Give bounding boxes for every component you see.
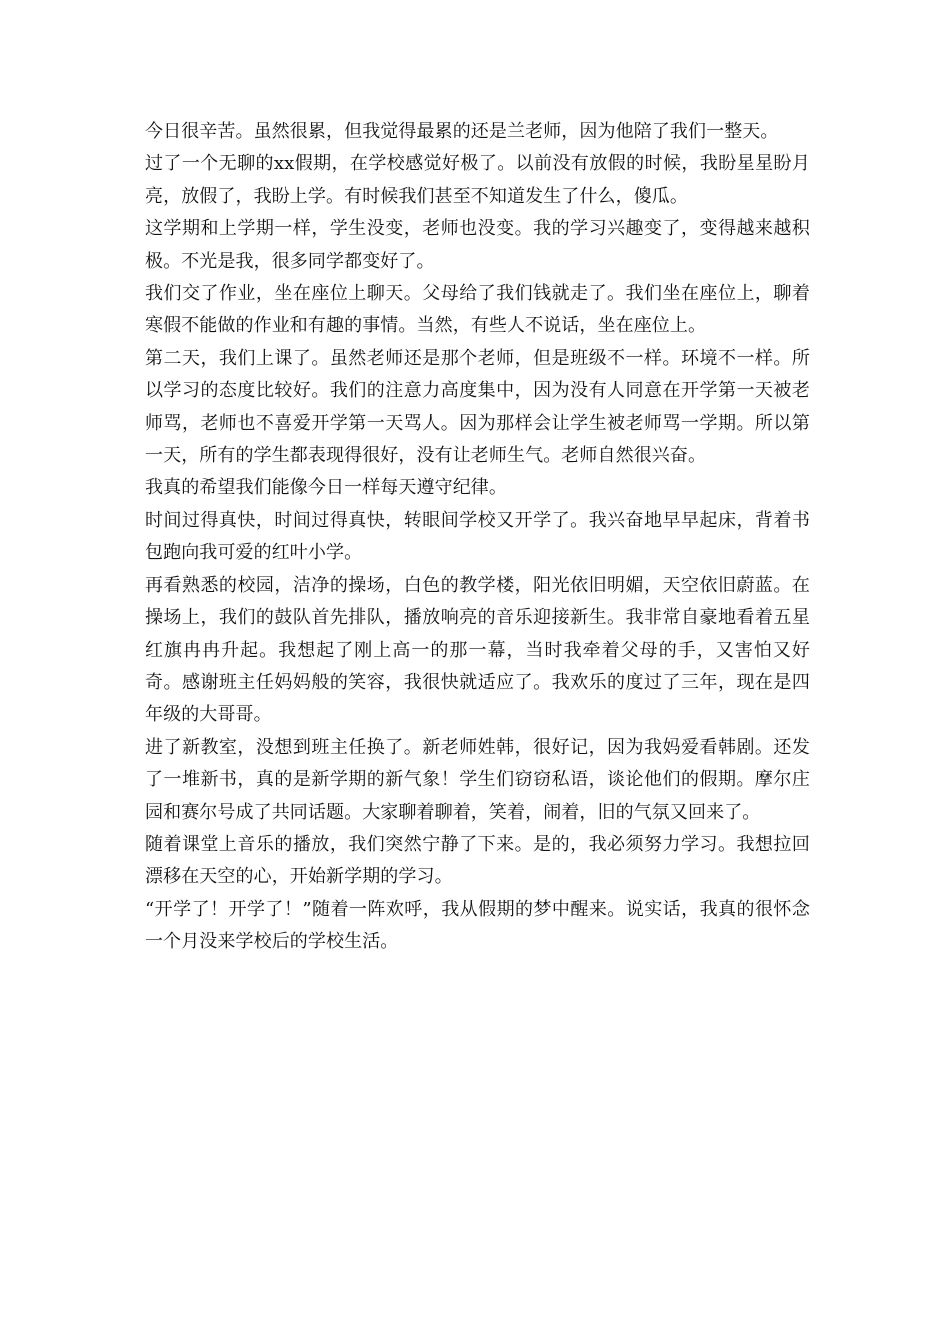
paragraph-1: 今日很辛苦。虽然很累，但我觉得最累的还是兰老师，因为他陪了我们一整天。	[145, 121, 779, 142]
document-body	[145, 116, 810, 959]
paragraph-9: 进了新教室，没想到班主任换了。新老师姓韩，很好记，因为我妈爱看韩剧。还发了一堆新书，真的是新学期的新气象！学生们窃窃私语，谈论他们的假期。摩尔庄园和赛尔号成了共同话题。大家聊着聊着，笑着，闹着，旧的气氛又回来了。	[145, 736, 810, 823]
paragraph-3: 这学期和上学期一样，学生没变，老师也没变。我的学习兴趣变了，变得越来越积极。不光是我，很多同学都变好了。	[145, 218, 810, 272]
paragraph-7: 时间过得真快，时间过得真快，转眼间学校又开学了。我兴奋地早早起床，背着书包跑向我可爱的红叶小学。	[145, 509, 810, 564]
paragraph-2: 过了一个无聊的xx假期，在学校感觉好极了。以前没有放假的时候，我盼星星盼月亮，放假了，我盼上学。有时候我们甚至不知道发生了什么，傻瓜。	[145, 153, 810, 207]
paragraph-4: 我们交了作业，坐在座位上聊天。父母给了我们钱就走了。我们坐在座位上，聊着寒假不能做的作业和有趣的事情。当然，有些人不说话，坐在座位上。	[145, 283, 810, 337]
paragraph-10: 随着课堂上音乐的播放，我们突然宁静了下来。是的，我必须努力学习。我想拉回漂移在天空的心，开始新学期的学习。	[145, 833, 810, 888]
paragraph-11: “开学了！开学了！”随着一阵欢呼，我从假期的梦中醒来。说实话，我真的很怀念一个月没来学校后的学校生活。	[145, 898, 810, 953]
paragraph-6: 我真的希望我们能像今日一样每天遵守纪律。	[145, 477, 507, 499]
paragraph-8: 再看熟悉的校园，洁净的操场，白色的教学楼，阳光依旧明媚，天空依旧蔚蓝。在操场上，我们的鼓队首先排队，播放响亮的音乐迎接新生。我非常自豪地看着五星红旗冉冉升起。我想起了刚上高一的那一幕，当时我牵着父母的手，又害怕又好奇。感谢班主任妈妈般的笑容，我很快就适应了。我欢乐的度过了三年，现在是四年级的大哥哥。	[145, 574, 810, 726]
paragraph-5: 第二天，我们上课了。虽然老师还是那个老师，但是班级不一样。环境不一样。所以学习的态度比较好。我们的注意力高度集中，因为没有人同意在开学第一天被老师骂，老师也不喜爱开学第一天骂人。因为那样会让学生被老师骂一学期。所以第一天，所有的学生都表现得很好，没有让老师生气。老师自然很兴奋。	[145, 347, 810, 467]
